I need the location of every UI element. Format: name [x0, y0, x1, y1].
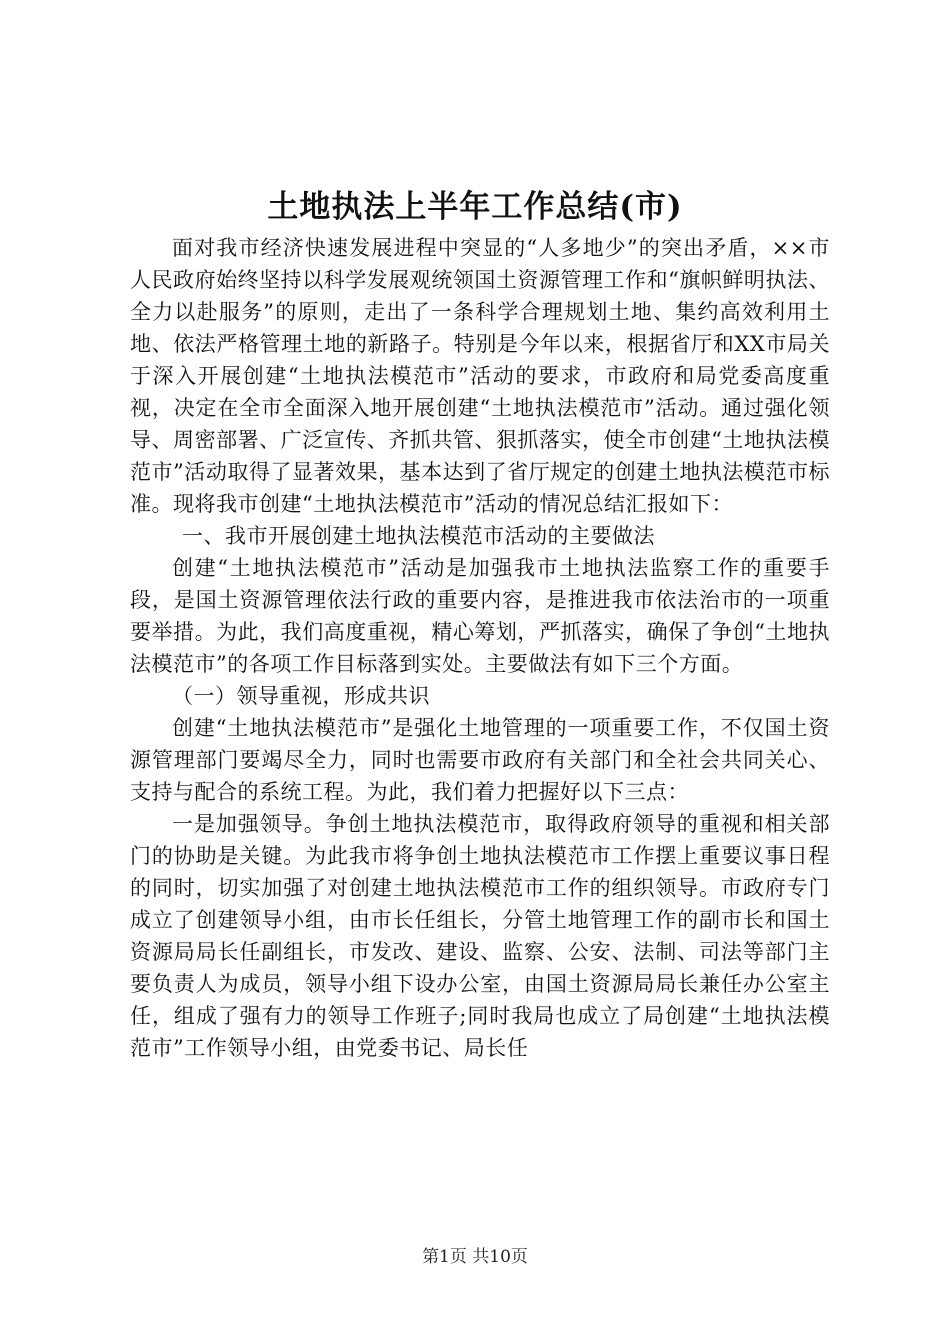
paragraph-subsection-1: 创建“土地执法模范市”是强化土地管理的一项重要工作，不仅国土资源管理部门要竭尽全力，同时也需要市政府有关部门和全社会共同关心、支持与配合的系统工程。为此，我们着力把握好以下三点：	[130, 716, 830, 804]
paragraph-leadership: 一是加强领导。争创土地执法模范市，取得政府领导的重视和相关部门的协助是关键。为此我市将争创土地执法模范市工作摆上重要议事日程的同时，切实加强了对创建土地执法模范市工作的组织领导。市政府专门成立了创建领导小组，由市长任组长，分管土地管理工作的副市长和国土资源局局长任副组长，市发改、建设、监察、公安、法制、司法等部门主要负责人为成员，领导小组下设办公室，由国土资源局局长兼任办公室主任，组成了强有力的领导工作班子;同时我局也成立了局创建“土地执法模范市”工作领导小组，由党委书记、局长任	[130, 812, 830, 1060]
paragraph-section-1: 创建“土地执法模范市”活动是加强我市土地执法监察工作的重要手段，是国土资源管理依法行政的重要内容，是推进我市依法治市的一项重要举措。为此，我们高度重视，精心筹划，严抓落实，确保了争创“土地执法模范市”的各项工作目标落到实处。主要做法有如下三个方面。	[130, 556, 830, 676]
document-title: 土地执法上半年工作总结(市)	[267, 189, 683, 225]
section-heading-1: 一、我市开展创建土地执法模范市活动的主要做法	[182, 524, 655, 548]
page-number-footer: 第1页 共10页	[422, 1247, 528, 1267]
paragraph-intro: 面对我市经济快速发展进程中突显的“人多地少”的突出矛盾，××市人民政府始终坚持以科学发展观统领国土资源管理工作和“旗帜鲜明执法、全力以赴服务”的原则，走出了一条科学合理规划土地、集约高效利用土地、依法严格管理土地的新路子。特别是今年以来，根据省厅和XX市局关于深入开展创建“土地执法模范市”活动的要求，市政府和局党委高度重视，决定在全市全面深入地开展创建“土地执法模范市”活动。通过强化领导、周密部署、广泛宣传、齐抓共管、狠抓落实，使全市创建“土地执法模范市”活动取得了显著效果，基本达到了省厅规定的创建土地执法模范市标准。现将我市创建“土地执法模范市”活动的情况总结汇报如下：	[130, 236, 830, 516]
document-body	[130, 232, 830, 1064]
subsection-heading-1: （一）领导重视，形成共识	[172, 684, 430, 708]
